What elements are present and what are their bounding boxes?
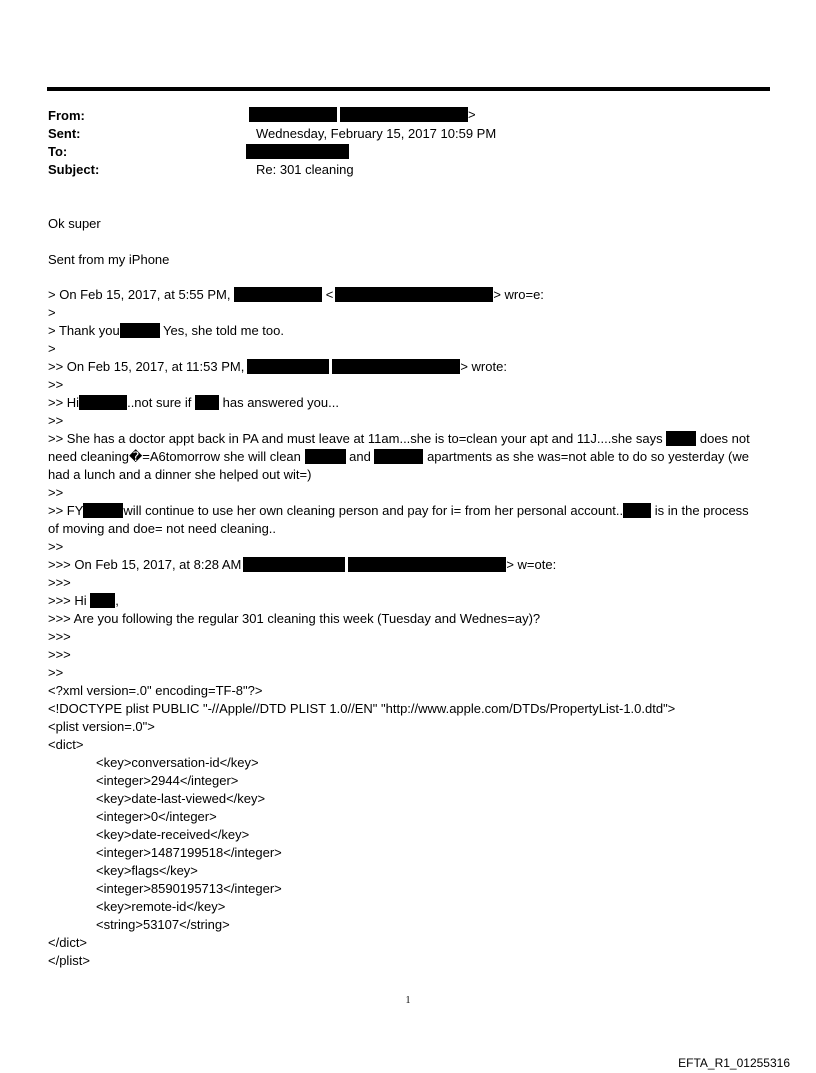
body-line xyxy=(48,358,507,376)
redaction xyxy=(90,593,115,608)
plist-line: <?xml version=.0" encoding=TF-8"?> xyxy=(48,683,263,698)
subject-label: Subject: xyxy=(48,162,100,177)
quote-text: and xyxy=(345,449,371,464)
body-line: >>> Are you following the regular 301 cleaning this week (Tuesday and Wednes=ay)? xyxy=(48,611,541,626)
quote-text: >>> Hi xyxy=(48,593,87,608)
plist-line: <key>conversation-id</key> xyxy=(96,755,259,770)
plist-line: <integer>0</integer> xyxy=(96,809,217,824)
quote-text: ..not sure if xyxy=(127,395,192,410)
plist-line: <integer>8590195713</integer> xyxy=(96,881,282,896)
plist-line: <key>date-last-viewed</key> xyxy=(96,791,266,806)
redaction xyxy=(247,359,329,374)
quote-text: >> Hi xyxy=(48,395,80,410)
body-line: >> xyxy=(48,485,64,500)
quote-text: will continue to use her own cleaning person and pay for i= from her personal account.. xyxy=(123,503,624,518)
body-line: >>> xyxy=(48,647,71,662)
body-line xyxy=(48,430,750,448)
quote-text: > w=ote: xyxy=(506,557,557,572)
plist-line: </dict> xyxy=(48,935,88,950)
body-line: >> xyxy=(48,377,64,392)
quote-text: >> FY xyxy=(48,503,84,518)
to-label: To: xyxy=(48,144,68,159)
body-line: > xyxy=(48,341,56,356)
redaction xyxy=(666,431,696,446)
redaction xyxy=(79,395,127,410)
redaction xyxy=(243,557,345,572)
from-suffix: > xyxy=(468,107,476,122)
redaction xyxy=(234,287,322,302)
plist-line: <integer>1487199518</integer> xyxy=(96,845,282,860)
plist-line: <key>flags</key> xyxy=(96,863,198,878)
redaction xyxy=(249,107,337,122)
plist-line: <integer>2944</integer> xyxy=(96,773,239,788)
plist-line: <string>53107</string> xyxy=(96,917,230,932)
quote-text: need cleaning�=A6tomorrow she will clean xyxy=(48,449,301,464)
quote-text: >> On Feb 15, 2017, at 11:53 PM, xyxy=(48,359,245,374)
quote-text: , xyxy=(115,593,119,608)
body-line xyxy=(48,592,119,610)
subject-value: Re: 301 cleaning xyxy=(256,162,354,177)
body-line xyxy=(48,556,556,574)
quote-text: > wro=e: xyxy=(493,287,544,302)
plist-line: <!DOCTYPE plist PUBLIC "-//Apple//DTD PLIST 1.0//EN" "http://www.apple.com/DTDs/PropertyList-1.0.dtd"> xyxy=(48,701,676,716)
quote-text: >>> On Feb 15, 2017, at 8:28 AM xyxy=(48,557,242,572)
plist-line: <dict> xyxy=(48,737,84,752)
body-line: >> xyxy=(48,539,64,554)
body-line: >> xyxy=(48,665,64,680)
body-line: of moving and doe= not need cleaning.. xyxy=(48,521,277,536)
body-line: >>> xyxy=(48,575,71,590)
body-line xyxy=(48,448,749,466)
quote-text: apartments as she was=not able to do so yesterday (we xyxy=(423,449,749,464)
body-line xyxy=(48,286,544,304)
quote-text: does not xyxy=(696,431,750,446)
redaction xyxy=(374,449,423,464)
quote-text: < xyxy=(325,287,334,302)
plist-line: <key>remote-id</key> xyxy=(96,899,226,914)
plist-line: </plist> xyxy=(48,953,90,968)
redaction xyxy=(305,449,346,464)
from-value xyxy=(249,106,476,124)
redaction xyxy=(83,503,123,518)
body-line: >>> xyxy=(48,629,71,644)
bates-number: EFTA_R1_01255316 xyxy=(678,1056,790,1070)
body-line: Ok super xyxy=(48,216,101,231)
quote-text: Yes, she told me too. xyxy=(159,323,284,338)
redaction xyxy=(335,287,493,302)
body-line xyxy=(48,502,749,520)
redaction xyxy=(348,557,506,572)
sent-value: Wednesday, February 15, 2017 10:59 PM xyxy=(256,126,497,141)
header-rule xyxy=(47,87,770,91)
sent-label: Sent: xyxy=(48,126,81,141)
body-line xyxy=(48,394,339,412)
redaction xyxy=(340,107,468,122)
body-line: had a lunch and a dinner she helped out wit=) xyxy=(48,467,312,482)
quote-text: is in the process xyxy=(651,503,749,518)
body-line: > xyxy=(48,305,56,320)
redaction xyxy=(195,395,219,410)
redaction xyxy=(246,144,349,159)
quote-text: >> She has a doctor appt back in PA and must leave at 11am...she is to=clean your apt and 11J....she says xyxy=(48,431,663,446)
body-line xyxy=(48,322,284,340)
quote-text: > wrote: xyxy=(460,359,507,374)
redaction xyxy=(623,503,651,518)
redaction xyxy=(332,359,460,374)
page-number: 1 xyxy=(405,995,411,1006)
plist-line: <key>date-received</key> xyxy=(96,827,250,842)
redaction xyxy=(120,323,160,338)
plist-line: <plist version=.0"> xyxy=(48,719,155,734)
quote-text: > On Feb 15, 2017, at 5:55 PM, xyxy=(48,287,231,302)
body-line: >> xyxy=(48,413,64,428)
quote-text: has answered you... xyxy=(219,395,339,410)
to-value xyxy=(246,143,349,161)
from-label: From: xyxy=(48,108,85,123)
body-line: Sent from my iPhone xyxy=(48,252,170,267)
quote-text: > Thank you xyxy=(48,323,120,338)
